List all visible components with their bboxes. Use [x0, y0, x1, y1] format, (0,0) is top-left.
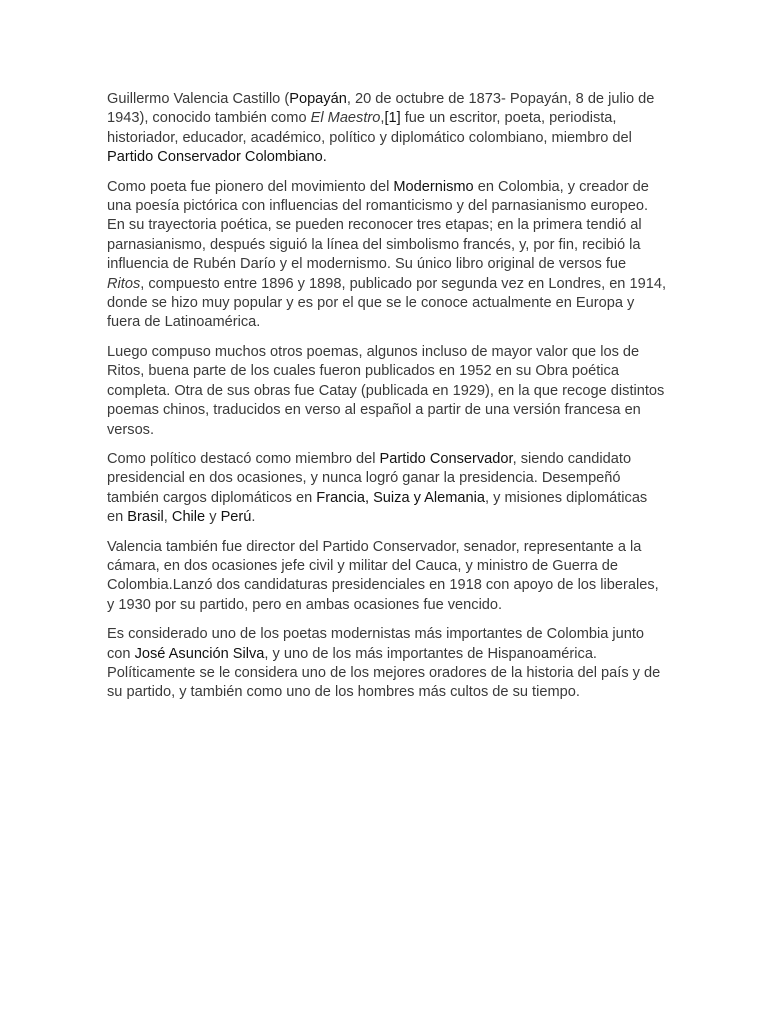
text-run: , [380, 110, 385, 127]
text-run: Guillermo Valencia Castillo ( [107, 91, 290, 107]
link-footnote-1[interactable]: [1] [384, 110, 401, 127]
text-run: , 20 de octubre de 1873- Popayán, 8 de julio de 1943), conocido también como [107, 91, 655, 127]
link-partido-conservador-colombiano[interactable]: Partido Conservador Colombiano. [107, 149, 327, 166]
italic-ritos: Ritos [107, 275, 141, 292]
text-run: , y misiones diplomáticas en [107, 489, 648, 526]
text-run: . [251, 509, 256, 526]
text-run: Como político destacó como miembro del [107, 450, 380, 467]
link-popayan[interactable]: Popayán [289, 91, 347, 107]
text-run: Es considerado uno de los poetas modernistas más importantes de Colombia junto con [107, 626, 645, 662]
link-francia-suiza-alemania[interactable]: Francia, Suiza y Alemania [316, 489, 486, 506]
text-run: fue un escritor, poeta, periodista, historiador, educador, académico, político y diplomático colombiano, miembro del [107, 110, 632, 146]
paragraph-politics [107, 450, 667, 528]
text-run: Como poeta fue pionero del movimiento del [107, 178, 394, 195]
text-run: Valencia también fue director del Partido Conservador, senador, representante a la cámara, en dos ocasiones jefe civil y militar del Cauca, y ministro de Guerra de Colombia.Lanzó dos candidaturas presidenciales en 1918 con apoyo de los liberales, y 1930 por su partido, pero en ambas ocasiones fue vencido. [107, 538, 659, 613]
text-run: , siendo candidato presidencial en dos ocasiones, y nunca logró ganar la presidencia. Desempeñó también cargos diplomáticos en [107, 450, 632, 506]
text-run: , compuesto entre 1896 y 1898, publicado por segunda vez en Londres, en 1914, donde se hizo muy popular y es por el que se le conoce actualmente en Europa y fuera de Latinoamérica. [107, 275, 667, 331]
link-peru[interactable]: Perú [220, 509, 252, 526]
link-brasil[interactable]: Brasil [127, 509, 164, 526]
italic-el-maestro: El Maestro [310, 110, 381, 127]
paragraph-legacy [107, 625, 667, 703]
paragraph-poet [107, 178, 667, 333]
text-run: , [163, 509, 172, 526]
link-modernismo[interactable]: Modernismo [393, 178, 474, 195]
paragraph-works [107, 343, 667, 440]
text-run: Luego compuso muchos otros poemas, algunos incluso de mayor valor que los de Ritos, buena parte de los cuales fueron publicados en 1952 en su Obra poética completa. Otra de sus obras fue Catay (publicada en 1929), en la que recoge distintos poemas chinos, traducidos en verso al español a partir de una versión francesa en versos. [107, 343, 665, 438]
text-run: en Colombia, y creador de una poesía pictórica con influencias del romanticismo y del parnasianismo europeo. En su trayectoria poética, se pueden reconocer tres etapas; en la primera tendió al parnasianismo, después siguió la línea del simbolismo francés, y, por fin, recibió la influencia de Rubén Darío y el modernismo. Su único libro original de versos fue [107, 178, 649, 273]
document-page [107, 90, 667, 713]
text-run: y [205, 509, 221, 526]
text-run: , y uno de los más importantes de Hispanoamérica. Políticamente se le considera uno de los mejores oradores de la historia del país y de su partido, y también como uno de los hombres más cultos de su tiempo. [107, 645, 661, 701]
link-partido-conservador[interactable]: Partido Conservador [379, 450, 513, 467]
link-jose-asuncion-silva[interactable]: José Asunción Silva [134, 645, 265, 662]
link-chile[interactable]: Chile [171, 509, 206, 526]
paragraph-career [107, 538, 667, 616]
paragraph-intro [107, 90, 667, 168]
